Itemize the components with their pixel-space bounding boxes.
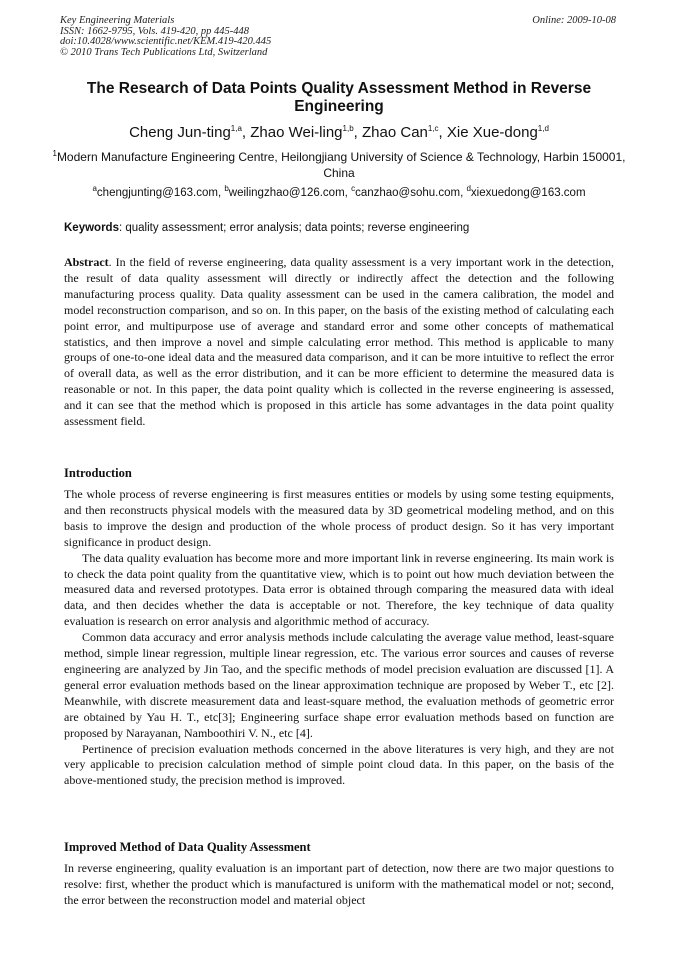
keywords [64,220,618,236]
paragraph: The whole process of reverse engineering is first measures entities or models by using some testing equipments, and then reconstructs physical models with the measured data by 3D geometrical modeling method, and on this basis to improve the design and production of the whole process of product design. So it has very important significance in product design. [64,487,614,549]
email-sup: c [351,184,356,194]
email-sup: d [466,184,471,194]
journal-name: Key Engineering Materials [60,15,175,26]
paper-title: The Research of Data Points Quality Assessment Method in Reverse Engineering [86,80,592,115]
improved-method-heading: Improved Method of Data Quality Assessment [64,840,311,854]
author-sup: 1,d [537,124,549,133]
email-address[interactable]: weilingzhao@126.com [228,187,345,199]
email-sup: b [224,184,229,194]
paragraph: Pertinence of precision evaluation methods concerned in the above literatures is very high, and they are not very applicable to precision calculation method of simple point cloud data. In this paper, on the basis of the above-mentioned study, the precision method is improved. [64,741,614,788]
author-name: Zhao Can [362,124,428,141]
affiliation [50,149,628,181]
email-list: $^a$chengjunting@163.com, $^b$weilingzhao@126.com, $^c$canzhao@sohu.com, $^d$xiexuedong@163.com [92,184,586,199]
paragraph: The data quality evaluation has become more and more important link in reverse engineering. Its main work is to check the data point quality from the quantitative view, which is to point out how much deviation between the measured data and reversed prototypes. Data error is obtained through comparing the measured data with ideal data, and then decides whether the data is acceptable or not. Therefore, the key technique of data quality evaluation is research on error analysis and algorithmic method of accuracy. [64,550,614,629]
affiliation-text: Modern Manufacture Engineering Centre, Heilongjiang University of Science & Technology, Harbin 150001, China [56,150,626,180]
email-address[interactable]: chengjunting@163.com [96,187,218,199]
author-list: Cheng Jun-ting$^{1,a}$, Zhao Wei-ling$^{1,b}$, Zhao Can$^{1,c}$, Xie Xue-dong$^{1,d}$ [129,124,549,141]
abstract-text: . In the field of reverse engineering, data quality assessment is a very important work in the detection, the result of data quality assessment will directly or indirectly affect the detection and the following manufacturing process quality. Data quality assessment can be used in the camera calibration, the model and model reconstruction comparison, and so on. In this paper, on the basis of the existing method of calculating each point error, and multipurpose use of average and standard error and some other concepts of mathematical statistics, and then improve a novel and simple calculating error method. This method is applicable to many groups of one-to-one ideal data and the measured data comparison, and it can be more intuitive to reflect the error of overall data, as well as the error distribution, and it can be more efficient to determine the measured data is reasonable or not. In this paper, the data point quality which is collected in the reverse engineering is assessed, and it can see that the method which is proposed in this article has some advantages in the data point quality assessment field. [64,255,614,429]
journal-header [60,16,271,58]
copyright-line: © 2010 Trans Tech Publications Ltd, Switzerland [60,46,268,58]
keywords-label: Keywords [64,222,119,234]
abstract [64,255,614,430]
online-date: Online: 2009-10-08 [532,15,616,26]
introduction-body [64,487,614,789]
improved-method-body [64,861,614,909]
email-sup: a [92,184,97,194]
author-sup: 1,c [427,124,439,133]
introduction-heading: Introduction [64,466,132,480]
paragraph: Common data accuracy and error analysis methods include calculating the average value method, least-square method, simple linear regression, multiple linear regression, etc. The various error sources and causes of reverse engineering are analyzed by Jin Tao, and the specific methods of model precision evaluation are discussed [1]. A general error evaluation methods based on the linear approximation technique are proposed by Weber T., etc [2]. Meanwhile, with discrete measurement data and least-square method, the evaluation methods of geometric error are obtained by Yau H. T., etc[3]; Engineering surface shape error evaluation methods based on function are proposed by Narayanan, Namboothiri V. N., etc [4]. [64,630,614,740]
email-address[interactable]: canzhao@sohu.com [355,187,461,199]
author-sup: 1,a [230,124,242,133]
author-name: Cheng Jun-ting [129,124,231,141]
abstract-label: Abstract [64,255,109,269]
doi-line[interactable]: doi:10.4028/www.scientific.net/KEM.419-420.445 [60,36,272,47]
author-sup: 1,b [342,124,354,133]
paragraph: In reverse engineering, quality evaluation is an important part of detection, now there are two major questions to resolve: first, whether the product which is manufactured is uniform with the mathematical model or not; second, the error between the reconstruction model and material object [64,861,614,907]
author-name: Zhao Wei-ling [250,124,343,141]
author-name: Xie Xue-dong [446,124,538,141]
keywords-text: : quality assessment; error analysis; data points; reverse engineering [118,222,470,234]
email-address[interactable]: xiexuedong@163.com [470,187,586,199]
issn-line: ISSN: 1662-9795, Vols. 419-420, pp 445-448 [60,25,249,37]
affiliation-sup: 1 [52,149,57,158]
